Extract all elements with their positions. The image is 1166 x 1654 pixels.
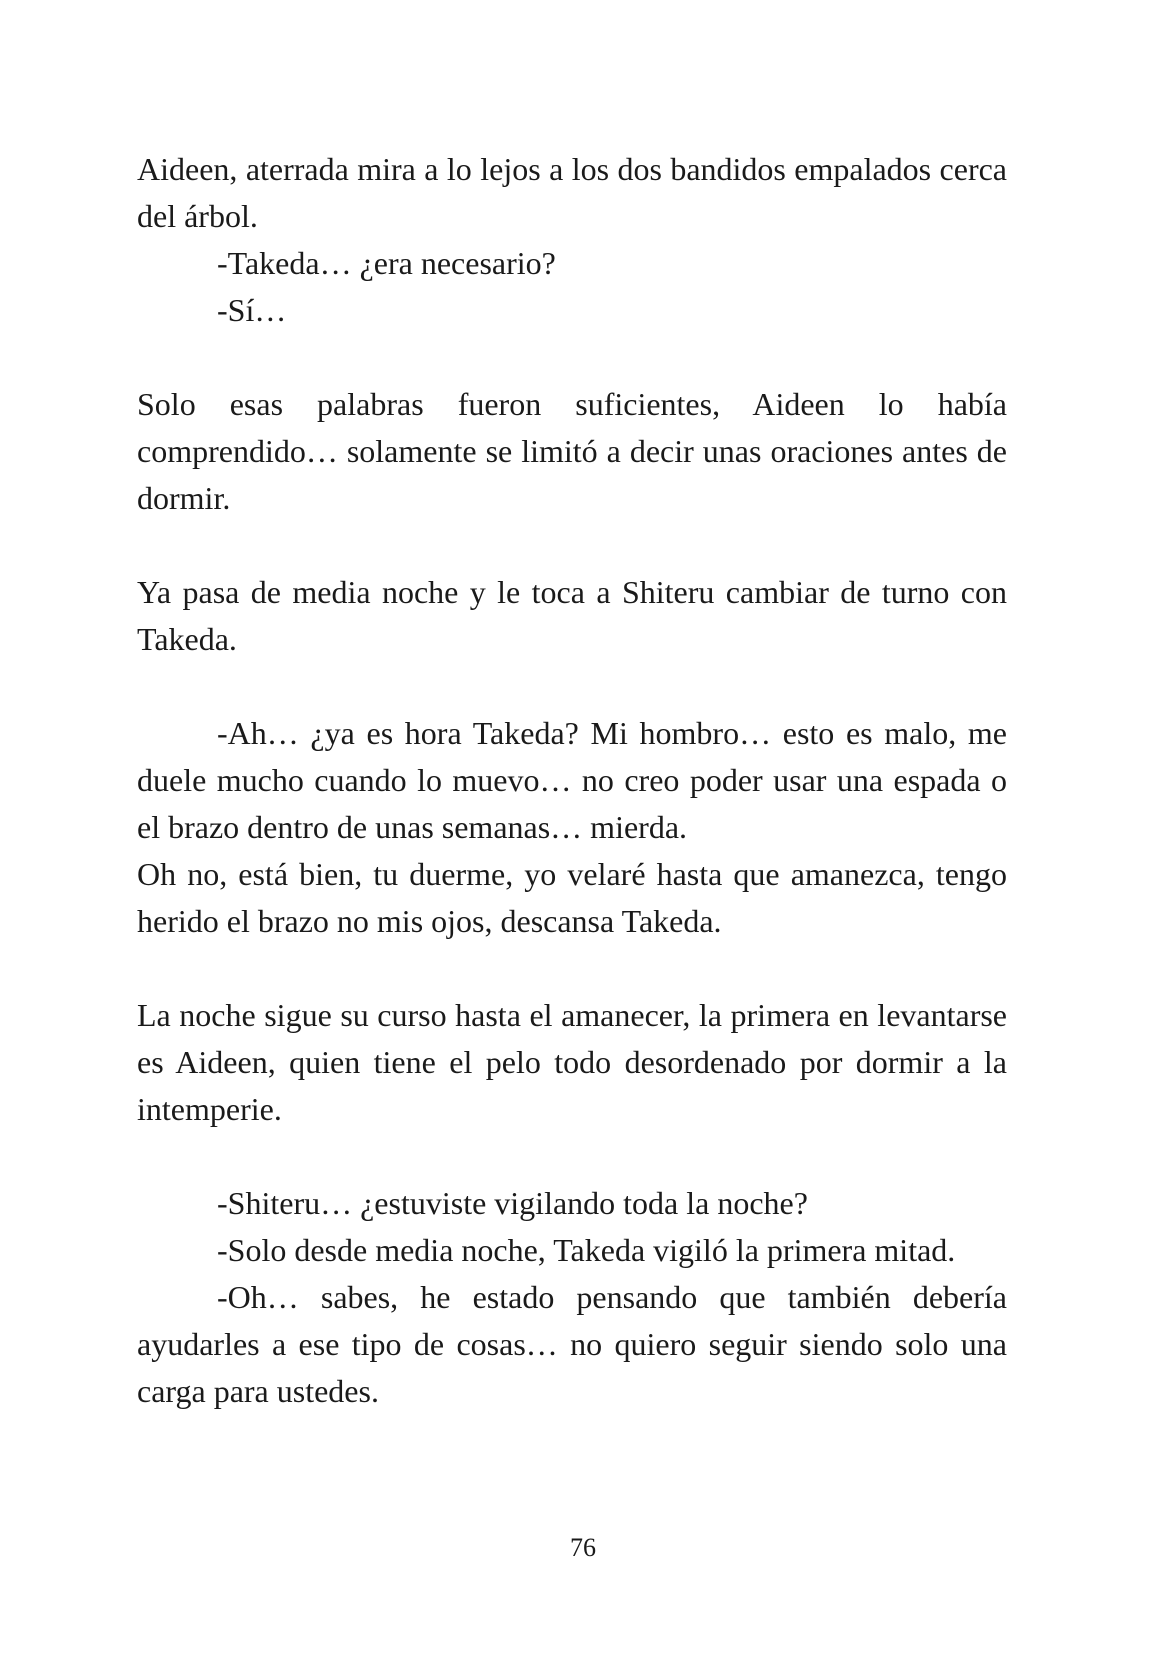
page-body (137, 146, 1007, 1415)
paragraph-2: Solo esas palabras fueron suficientes, Aideen lo había comprendido… solamente se limitó a decir unas oraciones antes de dormir. (137, 386, 1007, 516)
paragraph-3: Ya pasa de media noche y le toca a Shiteru cambiar de turno con Takeda. (137, 574, 1007, 657)
dialogue-line-6: -Oh… sabes, he estado pensando que también debería ayudarles a ese tipo de cosas… no quiero seguir siendo solo una carga para ustedes. (137, 1279, 1007, 1409)
dialogue-line-1: -Takeda… ¿era necesario? (217, 245, 556, 281)
dialogue-line-4: -Shiteru… ¿estuviste vigilando toda la noche? (217, 1185, 808, 1221)
paragraph-4: Oh no, está bien, tu duerme, yo velaré hasta que amanezca, tengo herido el brazo no mis ojos, descansa Takeda. (137, 856, 1007, 939)
paragraph-5: La noche sigue su curso hasta el amanecer, la primera en levantarse es Aideen, quien tiene el pelo todo desordenado por dormir a la intemperie. (137, 997, 1007, 1127)
page-number: 76 (570, 1533, 596, 1562)
dialogue-line-5: -Solo desde media noche, Takeda vigiló la primera mitad. (217, 1232, 956, 1268)
dialogue-line-2: -Sí… (217, 292, 287, 328)
paragraph-1: Aideen, aterrada mira a lo lejos a los dos bandidos empalados cerca del árbol. (137, 151, 1007, 234)
dialogue-line-3: -Ah… ¿ya es hora Takeda? Mi hombro… esto es malo, me duele mucho cuando lo muevo… no creo poder usar una espada o el brazo dentro de unas semanas… mierda. (137, 715, 1007, 845)
